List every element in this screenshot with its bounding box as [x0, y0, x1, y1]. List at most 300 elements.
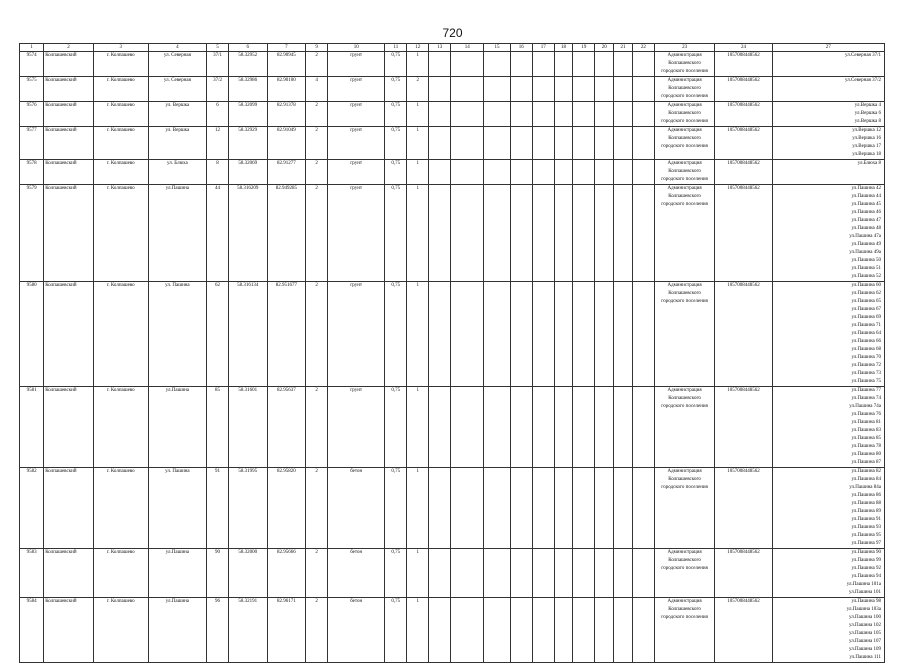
- empty-cell: [595, 282, 614, 387]
- district-cell: Колпашевский: [44, 77, 94, 102]
- street-cell: ул.Пашина: [148, 387, 206, 468]
- served-address: ул.Пашина 47: [851, 218, 881, 223]
- latitude-cell: 58.31995: [229, 468, 268, 549]
- served-address: ул.Пашина 66: [851, 339, 881, 344]
- organization-line: городского поселения: [661, 94, 708, 99]
- served-address: ул.Пашина 81: [851, 420, 881, 425]
- row-id-cell: 9581: [20, 387, 44, 468]
- column-number-header: 12: [407, 44, 429, 52]
- bin-count-cell: 2: [306, 160, 328, 185]
- bin-count-cell: 2: [306, 102, 328, 127]
- city-cell: г. Колпашево: [93, 77, 148, 102]
- volume-cell: 0,75: [385, 127, 407, 160]
- row-id-cell: 9582: [20, 468, 44, 549]
- surface-cell: грунт: [328, 77, 385, 102]
- empty-cell: [632, 160, 654, 185]
- empty-cell: [510, 387, 532, 468]
- volume-cell: 0,75: [385, 52, 407, 77]
- street-cell: ул. Северная: [148, 77, 206, 102]
- empty-cell: [532, 468, 554, 549]
- organization-line: городского поселения: [661, 566, 708, 571]
- empty-cell: [429, 127, 451, 160]
- longitude-cell: 82.91378: [267, 102, 306, 127]
- city-cell: г. Колпашево: [93, 102, 148, 127]
- served-addresses-cell: [772, 160, 884, 185]
- empty-cell: [484, 549, 510, 598]
- served-address: ул.Пашина 83: [851, 428, 881, 433]
- served-address: ул.Пашина 75: [851, 379, 881, 384]
- container-count-cell: 1: [407, 52, 429, 77]
- street-cell: ул. Пашина: [148, 282, 206, 387]
- served-address: ул.Пашина 70: [851, 355, 881, 360]
- empty-cell: [554, 160, 573, 185]
- ogrn-cell: 1057008448562: [715, 387, 772, 468]
- column-number-header: 23: [654, 44, 715, 52]
- row-id-cell: 9583: [20, 549, 44, 598]
- served-address: ул.Пашина 100: [848, 615, 881, 620]
- bin-count-cell: 4: [306, 77, 328, 102]
- table-row: [20, 185, 885, 282]
- empty-cell: [554, 77, 573, 102]
- organization-line: Администрация: [667, 128, 702, 133]
- city-cell: г. Колпашево: [93, 52, 148, 77]
- row-id-cell: 9577: [20, 127, 44, 160]
- served-address: ул.Пашина 84: [851, 477, 881, 482]
- served-address: ул.Пашина 89: [851, 509, 881, 514]
- empty-cell: [510, 282, 532, 387]
- column-number-header: 17: [532, 44, 554, 52]
- organization-line: Администрация: [667, 53, 702, 58]
- organization-line: Колпашевского: [668, 61, 701, 66]
- served-address: ул.Пашина 78: [851, 444, 881, 449]
- container-count-cell: 1: [407, 102, 429, 127]
- served-address: ул.Пашина 74а: [849, 404, 881, 409]
- served-address: ул.Пашина 93: [851, 525, 881, 530]
- organization-line: городского поселения: [661, 177, 708, 182]
- served-address: ул.Пашина 52: [851, 274, 881, 279]
- served-address: ул.Пашина 50: [851, 258, 881, 263]
- empty-cell: [595, 52, 614, 77]
- empty-cell: [532, 185, 554, 282]
- table-row: [20, 160, 885, 185]
- empty-cell: [595, 77, 614, 102]
- column-number-header: 1: [20, 44, 44, 52]
- column-number-header: 16: [510, 44, 532, 52]
- longitude-cell: 82.91277: [267, 160, 306, 185]
- registry-table: [19, 43, 885, 663]
- served-address: ул.Пашина 64: [851, 331, 881, 336]
- empty-cell: [532, 160, 554, 185]
- empty-cell: [451, 185, 484, 282]
- house-number-cell: 62: [207, 282, 229, 387]
- longitude-cell: 82.95666: [267, 549, 306, 598]
- page-number: 720: [442, 26, 463, 40]
- longitude-cell: 82.91049: [267, 127, 306, 160]
- column-number-header: 5: [207, 44, 229, 52]
- empty-cell: [532, 52, 554, 77]
- ogrn-cell: 1057008448562: [715, 549, 772, 598]
- container-count-cell: 1: [407, 185, 429, 282]
- street-cell: ул.Пашина: [148, 598, 206, 663]
- empty-cell: [632, 387, 654, 468]
- container-count-cell: 1: [407, 549, 429, 598]
- longitude-cell: 82.90100: [267, 77, 306, 102]
- organization-cell: [654, 598, 715, 663]
- served-address: ул.Пашина 95: [851, 533, 881, 538]
- container-count-cell: 1: [407, 468, 429, 549]
- table-row: [20, 102, 885, 127]
- surface-cell: грунт: [328, 282, 385, 387]
- empty-cell: [573, 598, 595, 663]
- empty-cell: [484, 160, 510, 185]
- empty-cell: [632, 52, 654, 77]
- organization-line: городского поселения: [661, 615, 708, 620]
- served-address: ул.Пашина 77: [851, 388, 881, 393]
- bin-count-cell: 2: [306, 282, 328, 387]
- served-address: ул.Пашина 88: [851, 501, 881, 506]
- empty-cell: [573, 468, 595, 549]
- empty-cell: [451, 468, 484, 549]
- container-count-cell: 1: [407, 598, 429, 663]
- empty-cell: [632, 282, 654, 387]
- empty-cell: [614, 52, 633, 77]
- column-number-header: 4: [148, 44, 206, 52]
- column-number-header: 19: [573, 44, 595, 52]
- volume-cell: 0,75: [385, 598, 407, 663]
- column-number-header: 21: [614, 44, 633, 52]
- container-count-cell: 2: [407, 77, 429, 102]
- row-id-cell: 9578: [20, 160, 44, 185]
- empty-cell: [554, 387, 573, 468]
- organization-cell: [654, 160, 715, 185]
- served-address: ул.Пашина 45: [851, 202, 881, 207]
- city-cell: г. Колпашево: [93, 598, 148, 663]
- house-number-cell: 44: [207, 185, 229, 282]
- served-address: ул.Пашина 85: [851, 436, 881, 441]
- empty-cell: [510, 102, 532, 127]
- district-cell: Колпашевский: [44, 102, 94, 127]
- empty-cell: [554, 468, 573, 549]
- empty-cell: [614, 549, 633, 598]
- organization-line: Колпашевского: [668, 111, 701, 116]
- volume-cell: 0,75: [385, 185, 407, 282]
- empty-cell: [451, 52, 484, 77]
- bin-count-cell: 2: [306, 387, 328, 468]
- empty-cell: [510, 549, 532, 598]
- ogrn-cell: 1057008448562: [715, 598, 772, 663]
- empty-cell: [451, 387, 484, 468]
- served-address: ул.Пашина 80: [851, 452, 881, 457]
- empty-cell: [632, 127, 654, 160]
- empty-cell: [510, 468, 532, 549]
- organization-line: Колпашевского: [668, 169, 701, 174]
- empty-cell: [451, 549, 484, 598]
- latitude-cell: 58.32929: [229, 127, 268, 160]
- container-count-cell: 1: [407, 127, 429, 160]
- street-cell: ул. Вершка: [148, 127, 206, 160]
- empty-cell: [632, 102, 654, 127]
- served-address: ул.Пашина 90: [851, 550, 881, 555]
- column-number-header: 24: [715, 44, 772, 52]
- column-number-header: 22: [632, 44, 654, 52]
- organization-cell: [654, 77, 715, 102]
- served-address: ул.Пашина 91: [851, 517, 881, 522]
- empty-cell: [429, 387, 451, 468]
- column-number-header: 15: [484, 44, 510, 52]
- bin-count-cell: 2: [306, 598, 328, 663]
- row-id-cell: 9576: [20, 102, 44, 127]
- surface-cell: грунт: [328, 387, 385, 468]
- latitude-cell: 58.32000: [229, 549, 268, 598]
- served-addresses-cell: [772, 127, 884, 160]
- empty-cell: [532, 127, 554, 160]
- empty-cell: [484, 598, 510, 663]
- empty-cell: [554, 598, 573, 663]
- ogrn-cell: 1057008448562: [715, 160, 772, 185]
- bin-count-cell: 2: [306, 468, 328, 549]
- container-count-cell: 1: [407, 160, 429, 185]
- column-number-header: 6: [229, 44, 268, 52]
- served-address: ул.Пашина 74: [851, 396, 881, 401]
- house-number-cell: 37/2: [207, 77, 229, 102]
- served-address: ул.Пашина 82: [851, 469, 881, 474]
- surface-cell: грунт: [328, 185, 385, 282]
- served-address: ул.Пашина 73: [851, 371, 881, 376]
- volume-cell: 0,75: [385, 102, 407, 127]
- served-address: ул.Пашина 111: [849, 655, 881, 660]
- empty-cell: [614, 598, 633, 663]
- empty-cell: [429, 77, 451, 102]
- table-row: [20, 598, 885, 663]
- served-address: ул.Вершка 8: [854, 119, 881, 124]
- bin-count-cell: 2: [306, 185, 328, 282]
- served-address: ул.Вершка 17: [852, 144, 881, 149]
- surface-cell: грунт: [328, 52, 385, 77]
- longitude-cell: 82.949285: [267, 185, 306, 282]
- organization-line: Колпашевского: [668, 86, 701, 91]
- served-address: ул.Пашина 47а: [849, 234, 881, 239]
- longitude-cell: 82.95637: [267, 387, 306, 468]
- table-body: [20, 52, 885, 663]
- volume-cell: 0,75: [385, 387, 407, 468]
- organization-line: Администрация: [667, 283, 702, 288]
- column-number-header: 11: [385, 44, 407, 52]
- served-address: ул.Северная 37/2: [844, 78, 881, 83]
- table-row: [20, 282, 885, 387]
- served-addresses-cell: [772, 77, 884, 102]
- empty-cell: [429, 549, 451, 598]
- empty-cell: [554, 52, 573, 77]
- row-id-cell: 9580: [20, 282, 44, 387]
- empty-cell: [614, 77, 633, 102]
- organization-line: Администрация: [667, 186, 702, 191]
- empty-cell: [595, 549, 614, 598]
- empty-cell: [573, 282, 595, 387]
- volume-cell: 0,75: [385, 549, 407, 598]
- served-address: ул.Пашина 44: [851, 194, 881, 199]
- empty-cell: [451, 77, 484, 102]
- served-address: ул.Пашина 49а: [849, 250, 881, 255]
- latitude-cell: 58.32191: [229, 598, 268, 663]
- empty-cell: [429, 52, 451, 77]
- organization-cell: [654, 282, 715, 387]
- empty-cell: [573, 127, 595, 160]
- served-address: ул.Пашина 65: [851, 299, 881, 304]
- house-number-cell: 6: [207, 102, 229, 127]
- column-number-header: 9: [306, 44, 328, 52]
- organization-line: Колпашевского: [668, 558, 701, 563]
- served-address: ул.Пашина 67: [851, 307, 881, 312]
- empty-cell: [614, 102, 633, 127]
- served-addresses-cell: [772, 387, 884, 468]
- empty-cell: [484, 185, 510, 282]
- organization-line: городского поселения: [661, 485, 708, 490]
- city-cell: г. Колпашево: [93, 282, 148, 387]
- served-address: ул.Пашина 84а: [849, 485, 881, 490]
- container-count-cell: 1: [407, 387, 429, 468]
- empty-cell: [429, 598, 451, 663]
- empty-cell: [484, 387, 510, 468]
- empty-cell: [554, 185, 573, 282]
- empty-cell: [429, 282, 451, 387]
- empty-cell: [451, 127, 484, 160]
- organization-line: городского поселения: [661, 119, 708, 124]
- empty-cell: [632, 549, 654, 598]
- empty-cell: [484, 77, 510, 102]
- ogrn-cell: 1057008448562: [715, 185, 772, 282]
- organization-cell: [654, 52, 715, 77]
- district-cell: Колпашевский: [44, 52, 94, 77]
- house-number-cell: 12: [207, 127, 229, 160]
- empty-cell: [429, 160, 451, 185]
- street-cell: ул. Пашина: [148, 468, 206, 549]
- organization-line: городского поселения: [661, 299, 708, 304]
- street-cell: ул. Вершка: [148, 102, 206, 127]
- ogrn-cell: 1057008448562: [715, 102, 772, 127]
- street-cell: ул. Северная: [148, 52, 206, 77]
- served-address: ул.Пашина 60: [851, 283, 881, 288]
- empty-cell: [554, 102, 573, 127]
- house-number-cell: 8: [207, 160, 229, 185]
- column-number-header: 18: [554, 44, 573, 52]
- served-addresses-cell: [772, 549, 884, 598]
- empty-cell: [510, 598, 532, 663]
- row-id-cell: 9584: [20, 598, 44, 663]
- served-address: ул.Вершка 16: [852, 136, 881, 141]
- bin-count-cell: 2: [306, 127, 328, 160]
- empty-cell: [573, 102, 595, 127]
- column-number-header: 3: [93, 44, 148, 52]
- empty-cell: [632, 185, 654, 282]
- served-address: ул.Пашина 87: [851, 460, 881, 465]
- organization-cell: [654, 102, 715, 127]
- street-cell: ул.Пашина: [148, 185, 206, 282]
- city-cell: г. Колпашево: [93, 160, 148, 185]
- organization-line: Колпашевского: [668, 291, 701, 296]
- served-address: ул.Пашина 71: [851, 323, 881, 328]
- volume-cell: 0,75: [385, 160, 407, 185]
- served-address: ул.Пашина 72: [851, 363, 881, 368]
- served-addresses-cell: [772, 102, 884, 127]
- column-number-header: 13: [429, 44, 451, 52]
- empty-cell: [595, 127, 614, 160]
- empty-cell: [532, 77, 554, 102]
- house-number-cell: 96: [207, 598, 229, 663]
- empty-cell: [554, 549, 573, 598]
- organization-line: городского поселения: [661, 404, 708, 409]
- empty-cell: [429, 102, 451, 127]
- empty-cell: [510, 52, 532, 77]
- longitude-cell: 82.90945: [267, 52, 306, 77]
- column-number-header: 27: [772, 44, 884, 52]
- empty-cell: [595, 185, 614, 282]
- empty-cell: [532, 282, 554, 387]
- empty-cell: [595, 468, 614, 549]
- served-address: ул.Вершка 4: [854, 103, 881, 108]
- empty-cell: [614, 127, 633, 160]
- ogrn-cell: 1057008448562: [715, 282, 772, 387]
- volume-cell: 0,75: [385, 468, 407, 549]
- served-address: ул.Пашина 68: [851, 347, 881, 352]
- organization-line: городского поселения: [661, 144, 708, 149]
- empty-cell: [510, 77, 532, 102]
- served-address: ул.Пашина 42: [851, 186, 881, 191]
- latitude-cell: 58.32069: [229, 160, 268, 185]
- latitude-cell: 58.31601: [229, 387, 268, 468]
- volume-cell: 0,75: [385, 77, 407, 102]
- empty-cell: [595, 160, 614, 185]
- organization-cell: [654, 387, 715, 468]
- organization-line: городского поселения: [661, 69, 708, 74]
- empty-cell: [510, 127, 532, 160]
- organization-cell: [654, 127, 715, 160]
- column-number-header: 14: [451, 44, 484, 52]
- served-addresses-cell: [772, 282, 884, 387]
- city-cell: г. Колпашево: [93, 127, 148, 160]
- district-cell: Колпашевский: [44, 387, 94, 468]
- served-address: ул.Вершка 6: [854, 111, 881, 116]
- empty-cell: [510, 160, 532, 185]
- container-count-cell: 1: [407, 282, 429, 387]
- city-cell: г. Колпашево: [93, 468, 148, 549]
- surface-cell: бетон: [328, 468, 385, 549]
- empty-cell: [573, 549, 595, 598]
- longitude-cell: 82.96171: [267, 598, 306, 663]
- organization-line: Колпашевского: [668, 194, 701, 199]
- served-address: ул.Пашина 86: [851, 493, 881, 498]
- empty-cell: [554, 127, 573, 160]
- empty-cell: [451, 598, 484, 663]
- served-addresses-cell: [772, 468, 884, 549]
- empty-cell: [532, 387, 554, 468]
- column-number-header: 2: [44, 44, 94, 52]
- table-row: [20, 77, 885, 102]
- served-address: ул.Пашина 51: [851, 266, 881, 271]
- surface-cell: грунт: [328, 102, 385, 127]
- empty-cell: [532, 598, 554, 663]
- house-number-cell: 90: [207, 549, 229, 598]
- served-address: ул.Пашина 49: [851, 242, 881, 247]
- table-row: [20, 127, 885, 160]
- volume-cell: 0,75: [385, 282, 407, 387]
- surface-cell: бетон: [328, 598, 385, 663]
- served-addresses-cell: [772, 598, 884, 663]
- served-address: ул.Пашина 99: [851, 558, 881, 563]
- served-addresses-cell: [772, 52, 884, 77]
- empty-cell: [484, 468, 510, 549]
- row-id-cell: 9574: [20, 52, 44, 77]
- column-number-header: 10: [328, 44, 385, 52]
